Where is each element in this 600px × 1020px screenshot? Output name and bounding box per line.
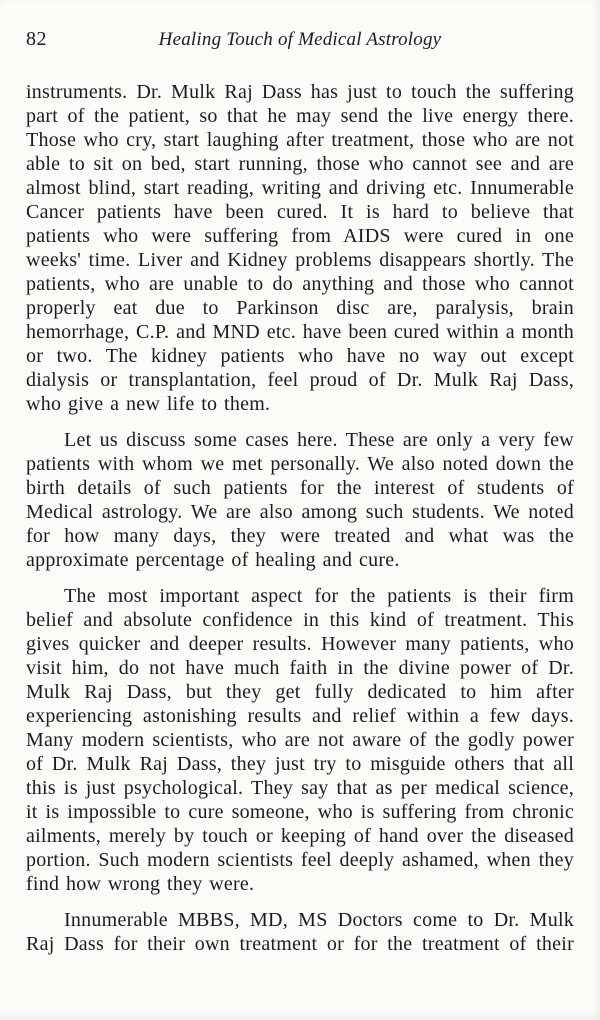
paragraph-4: Innumerable MBBS, MD, MS Doctors come to Dr. Mulk Raj Dass for their own treatment or for the treatment of their <box>26 909 574 955</box>
page-body <box>26 80 574 956</box>
paragraph-3: The most important aspect for the patients is their firm belief and absolute confidence in this kind of treatment. This gives quicker and deeper results. However many patients, who visit him, do not have much faith in the divine power of Dr. Mulk Raj Dass, but they get fully dedicated to him after experiencing astonishing results and relief within a few days. Many modern scientists, who are not aware of the godly power of Dr. Mulk Raj Dass, they just try to misguide others that all this is just psychological. They say that as per medical science, it is impossible to cure someone, who is suffering from chronic ailments, merely by touch or keeping of hand over the diseased portion. Such modern scientists feel deeply ashamed, when they find how wrong they were. <box>26 585 574 895</box>
running-title: Healing Touch of Medical Astrology <box>158 29 442 50</box>
paragraph-1: instruments. Dr. Mulk Raj Dass has just to touch the suffering part of the patient, so that he may send the live energy there. Those who cry, start laughing after treatment, those who are not able to sit on bed, start running, those who cannot see and are almost blind, start reading, writing and driving etc. Innumerable Cancer patients have been cured. It is hard to believe that patients who were suffering from AIDS were cured in one weeks' time. Liver and Kidney problems disappears shortly. The patients, who are unable to do anything and those who cannot properly eat due to Parkinson disc are, paralysis, brain hemorrhage, C.P. and MND etc. have been cured within a month or two. The kidney patients who have no way out except dialysis or transplantation, feel proud of Dr. Mulk Raj Dass, who give a new life to them. <box>26 81 574 415</box>
paragraph-2: Let us discuss some cases here. These are only a very few patients with whom we met personally. We also noted down the birth details of such patients for the interest of students of Medical astrology. We are also among such students. We noted for how many days, they were treated and what was the approximate percentage of healing and cure. <box>26 429 574 571</box>
page-number: 82 <box>26 28 47 50</box>
page-header <box>26 26 574 56</box>
